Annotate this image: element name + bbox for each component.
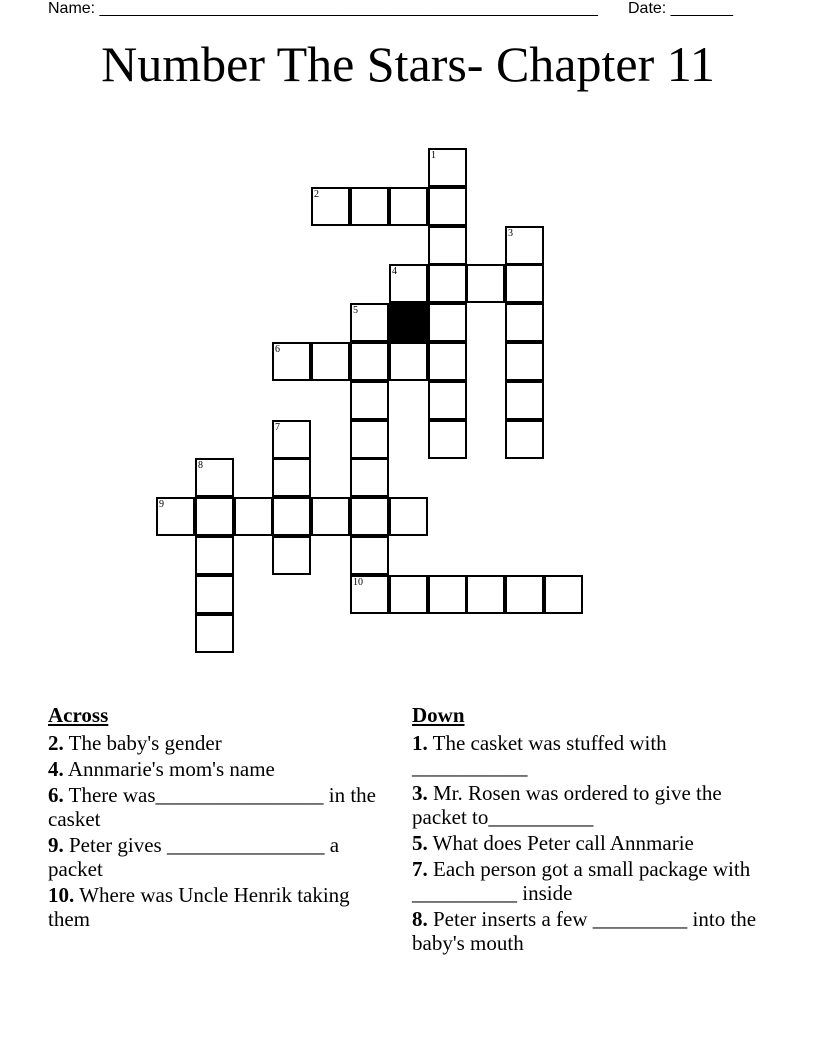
across-clue bbox=[48, 757, 378, 781]
clue-number-label: 8 bbox=[198, 460, 203, 471]
down-heading: Down bbox=[412, 703, 465, 727]
clue-text: Peter gives _______________ a packet bbox=[48, 833, 340, 881]
crossword-cell[interactable] bbox=[311, 497, 350, 536]
down-clues bbox=[412, 703, 762, 957]
down-clue bbox=[412, 831, 762, 855]
crossword-cell[interactable] bbox=[195, 497, 234, 536]
clue-number-label: 3 bbox=[508, 228, 513, 239]
crossword-cell[interactable] bbox=[505, 226, 544, 265]
crossword-cell[interactable] bbox=[350, 536, 389, 575]
clue-number: 5. bbox=[412, 831, 428, 855]
crossword-cell[interactable] bbox=[505, 342, 544, 381]
crossword-cell[interactable] bbox=[311, 342, 350, 381]
crossword-cell[interactable] bbox=[505, 420, 544, 459]
clue-number-label: 4 bbox=[392, 266, 397, 277]
crossword-cell[interactable] bbox=[389, 497, 428, 536]
crossword-cell[interactable] bbox=[272, 536, 311, 575]
crossword-cell[interactable] bbox=[428, 226, 467, 265]
crossword-cell[interactable] bbox=[505, 575, 544, 614]
clue-text: Where was Uncle Henrik taking them bbox=[48, 883, 350, 931]
name-field-label: Name: ________________________________________________________ bbox=[48, 0, 598, 17]
down-clue bbox=[412, 907, 762, 955]
across-clue bbox=[48, 783, 378, 831]
clue-number-label: 10 bbox=[353, 577, 363, 588]
clue-text: The casket was stuffed with ___________ bbox=[412, 731, 667, 779]
crossword-cell[interactable] bbox=[505, 381, 544, 420]
crossword-cell[interactable] bbox=[466, 264, 505, 303]
crossword-cell[interactable] bbox=[234, 497, 273, 536]
crossword-cell[interactable] bbox=[350, 342, 389, 381]
crossword-cell[interactable] bbox=[195, 614, 234, 653]
crossword-cell[interactable] bbox=[311, 187, 350, 226]
crossword-cell[interactable] bbox=[350, 420, 389, 459]
across-clue bbox=[48, 883, 378, 931]
crossword-cell[interactable] bbox=[505, 303, 544, 342]
crossword-cell[interactable] bbox=[350, 497, 389, 536]
crossword-cell[interactable] bbox=[428, 420, 467, 459]
clue-number-label: 1 bbox=[431, 150, 436, 161]
clue-number: 2. bbox=[48, 731, 64, 755]
crossword-cell[interactable] bbox=[428, 381, 467, 420]
crossword-cell[interactable] bbox=[428, 303, 467, 342]
clue-text: Each person got a small package with __________ inside bbox=[412, 857, 751, 905]
crossword-cell[interactable] bbox=[389, 187, 428, 226]
across-heading: Across bbox=[48, 703, 109, 727]
clue-number: 1. bbox=[412, 731, 428, 755]
crossword-cell[interactable] bbox=[466, 575, 505, 614]
clue-number-label: 5 bbox=[353, 305, 358, 316]
crossword-cell[interactable] bbox=[428, 264, 467, 303]
down-clue bbox=[412, 731, 762, 779]
clue-text: There was________________ in the casket bbox=[48, 783, 376, 831]
crossword-cell[interactable] bbox=[272, 342, 311, 381]
crossword-cell[interactable] bbox=[428, 342, 467, 381]
crossword-cell[interactable] bbox=[350, 381, 389, 420]
crossword-cell[interactable] bbox=[272, 458, 311, 497]
crossword-cell[interactable] bbox=[428, 187, 467, 226]
crossword-cell[interactable] bbox=[505, 264, 544, 303]
across-clue bbox=[48, 731, 378, 755]
clue-number-label: 9 bbox=[159, 499, 164, 510]
down-clue bbox=[412, 781, 762, 829]
crossword-cell[interactable] bbox=[272, 497, 311, 536]
clue-number: 6. bbox=[48, 783, 64, 807]
clue-number: 10. bbox=[48, 883, 75, 907]
across-clues bbox=[48, 703, 378, 933]
crossword-cell[interactable] bbox=[389, 575, 428, 614]
crossword-cell[interactable] bbox=[389, 264, 428, 303]
crossword-cell[interactable] bbox=[195, 536, 234, 575]
crossword-black-cell bbox=[389, 303, 428, 342]
clue-text: Mr. Rosen was ordered to give the packet to__________ bbox=[412, 781, 722, 829]
crossword-cell[interactable] bbox=[350, 303, 389, 342]
crossword-cell[interactable] bbox=[428, 575, 467, 614]
crossword-cell[interactable] bbox=[350, 458, 389, 497]
clue-text: Annmarie's mom's name bbox=[63, 757, 275, 781]
crossword-cell[interactable] bbox=[544, 575, 583, 614]
down-clue bbox=[412, 857, 762, 905]
clue-text: What does Peter call Annmarie bbox=[427, 831, 694, 855]
date-field-label: Date: _______ bbox=[628, 0, 733, 17]
crossword-cell[interactable] bbox=[428, 148, 467, 187]
crossword-cell[interactable] bbox=[350, 575, 389, 614]
crossword-cell[interactable] bbox=[195, 575, 234, 614]
page-title: Number The Stars- Chapter 11 bbox=[101, 36, 715, 92]
crossword-cell[interactable] bbox=[195, 458, 234, 497]
crossword-cell[interactable] bbox=[156, 497, 195, 536]
clue-number-label: 7 bbox=[275, 422, 280, 433]
clue-text: The baby's gender bbox=[63, 731, 222, 755]
clue-number: 3. bbox=[412, 781, 428, 805]
crossword-cell[interactable] bbox=[350, 187, 389, 226]
clue-number: 4. bbox=[48, 757, 64, 781]
clue-number: 8. bbox=[412, 907, 428, 931]
clue-number-label: 2 bbox=[314, 189, 319, 200]
clue-text: Peter inserts a few _________ into the baby's mouth bbox=[412, 907, 757, 955]
crossword-cell[interactable] bbox=[272, 420, 311, 459]
across-clue bbox=[48, 833, 378, 881]
clue-number: 7. bbox=[412, 857, 428, 881]
crossword-cell[interactable] bbox=[389, 342, 428, 381]
clue-number: 9. bbox=[48, 833, 64, 857]
clue-number-label: 6 bbox=[275, 344, 280, 355]
